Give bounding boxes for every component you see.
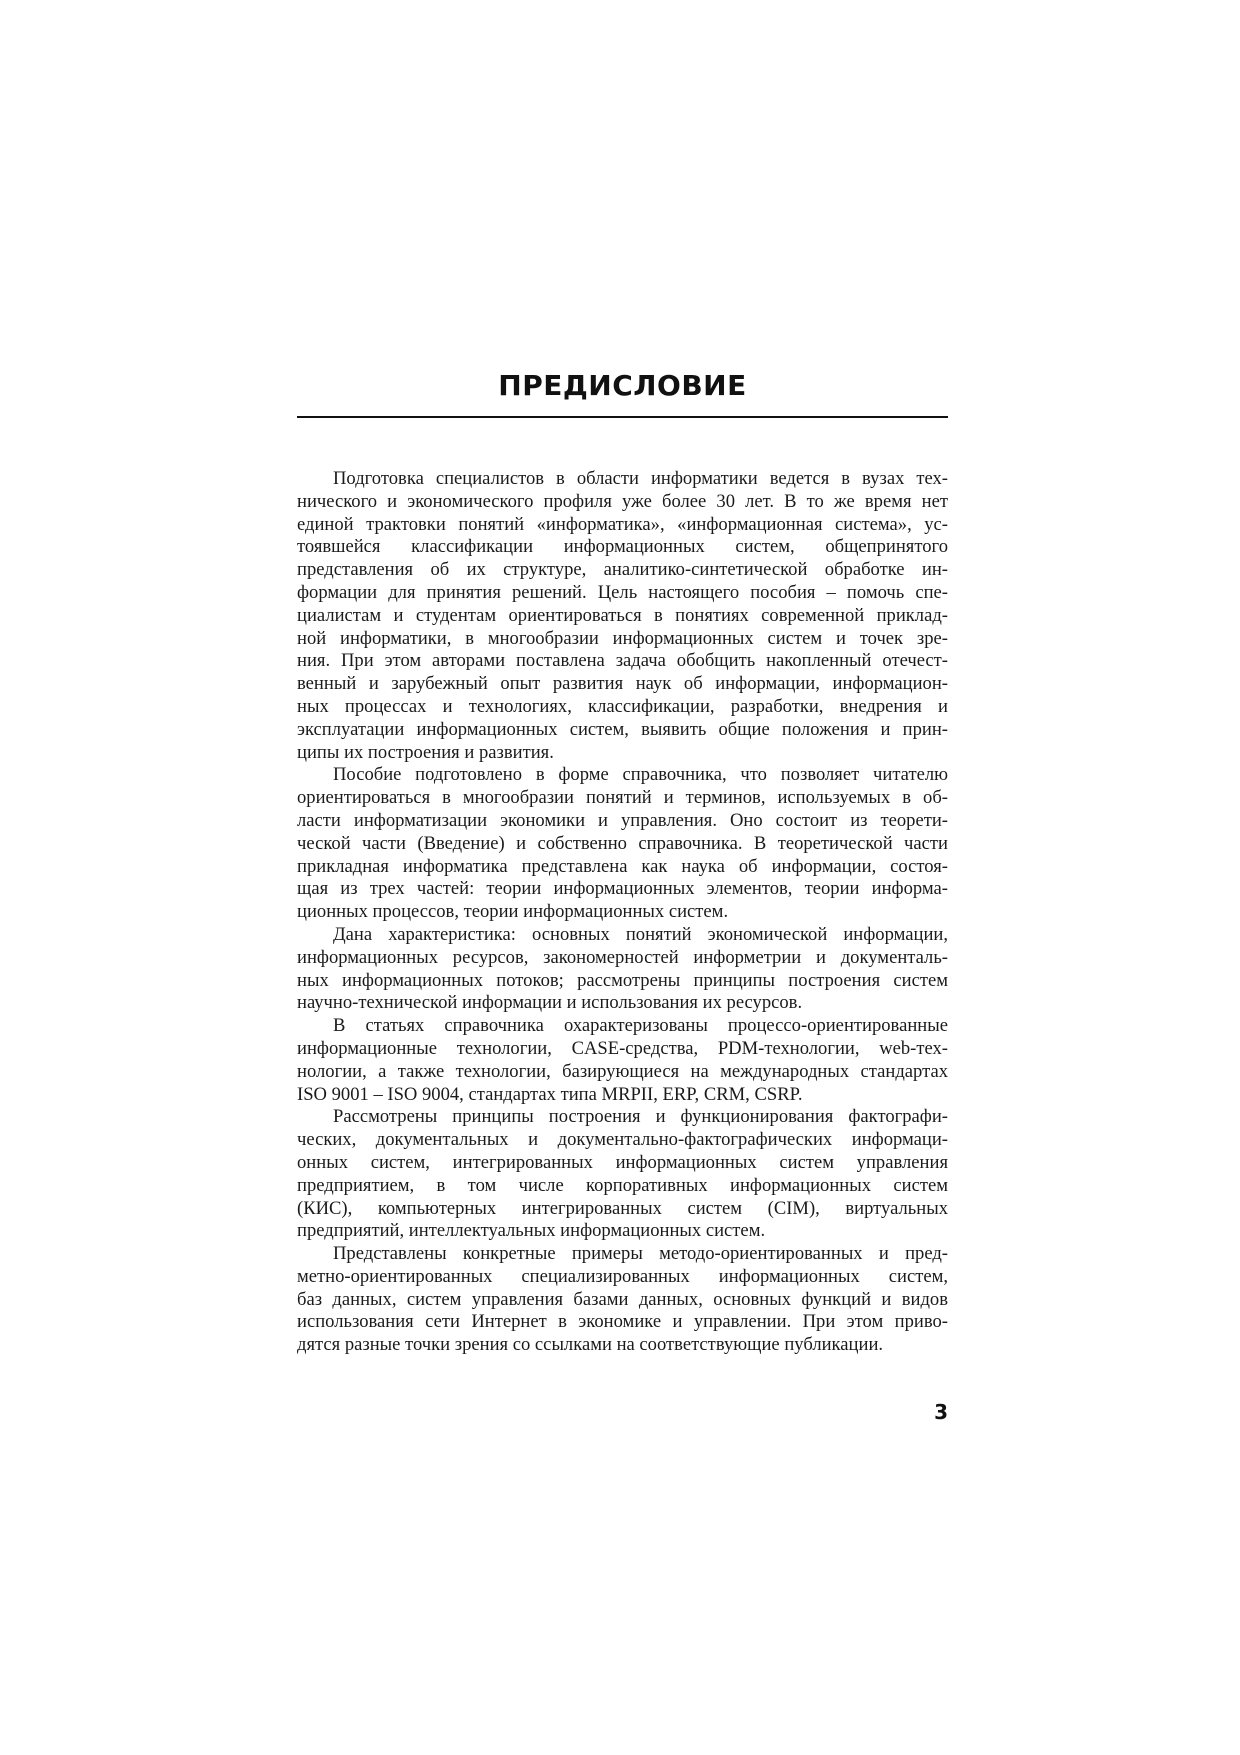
paragraph — [297, 468, 948, 764]
text-line: онных систем, интегрированных информационных систем управления — [297, 1151, 948, 1173]
text-line: Представлены конкретные примеры методо-ориентированных и пред- — [333, 1243, 948, 1265]
text-line: тоявшейся классификации информационных систем, общепринятого — [297, 536, 948, 558]
paragraph — [297, 1243, 948, 1357]
page-number: 3 — [934, 1400, 948, 1424]
text-line: щая из трех частей: теории информационных элементов, теории информа- — [297, 878, 948, 900]
text-line: эксплуатации информационных систем, выявить общие положения и прин- — [297, 718, 948, 740]
text-line: (КИС), компьютерных интегрированных систем (CIM), виртуальных — [297, 1197, 948, 1219]
title-underline — [297, 416, 948, 418]
text-line: Дана характеристика: основных понятий экономической информации, — [333, 923, 948, 945]
text-line: использования сети Интернет в экономике и управлении. При этом приво- — [297, 1311, 948, 1333]
text-line: представления об их структуре, аналитико-синтетической обработке ин- — [297, 559, 948, 581]
preface-body — [297, 468, 948, 1357]
text-line: ципы их построения и развития. — [297, 741, 554, 763]
text-line: циалистам и студентам ориентироваться в понятиях современной приклад- — [297, 604, 948, 626]
text-line: ласти информатизации экономики и управления. Оно состоит из теорети- — [297, 809, 948, 831]
page-title: ПРЕДИСЛОВИЕ — [498, 369, 747, 402]
text-line: венный и зарубежный опыт развития наук об информации, информацион- — [297, 673, 948, 695]
text-line: единой трактовки понятий «информатика», «информационная система», ус- — [297, 513, 948, 535]
text-line: ческой части (Введение) и собственно справочника. В теоретической части — [297, 832, 948, 854]
text-line: нического и экономического профиля уже более 30 лет. В то же время нет — [297, 490, 948, 512]
text-line: Подготовка специалистов в области информатики ведется в вузах тех- — [333, 468, 948, 489]
text-line: ционных процессов, теории информационных систем. — [297, 901, 729, 923]
text-line: информационных ресурсов, закономерностей информетрии и документаль- — [297, 946, 948, 968]
text-line: ISO 9001 – ISO 9004, стандартах типа MRPII, ERP, CRM, CSRP. — [297, 1083, 803, 1105]
text-line: ных процессах и технологиях, классификации, разработки, внедрения и — [297, 695, 948, 717]
text-line: Пособие подготовлено в форме справочника, что позволяет читателю — [333, 764, 948, 786]
text-line: В статьях справочника охарактеризованы процессо-ориентированные — [333, 1015, 948, 1037]
text-line: научно-технической информации и использования их ресурсов. — [297, 992, 803, 1014]
paragraph — [297, 924, 948, 1015]
text-line: информационные технологии, CASE-средства, PDM-технологии, web-тех- — [297, 1037, 948, 1059]
text-line: ориентироваться в многообразии понятий и терминов, используемых в об- — [297, 787, 948, 809]
paragraph — [297, 1106, 948, 1243]
text-line: ния. При этом авторами поставлена задача обобщить накопленный отечест- — [297, 650, 948, 672]
text-line: предприятий, интеллектуальных информационных систем. — [297, 1220, 766, 1242]
text-line: ческих, документальных и документально-фактографических информаци- — [297, 1129, 948, 1151]
text-line: нологии, а также технологии, базирующиеся на международных стандартах — [297, 1060, 948, 1082]
text-line: формации для принятия решений. Цель настоящего пособия – помочь спе- — [297, 581, 948, 603]
text-line: баз данных, систем управления базами данных, основных функций и видов — [297, 1288, 948, 1310]
text-line: прикладная информатика представлена как наука об информации, состоя- — [297, 855, 948, 877]
text-line: дятся разные точки зрения со ссылками на соответствующие публикации. — [297, 1334, 884, 1356]
text-line: ной информатики, в многообразии информационных систем и точек зре- — [297, 627, 948, 649]
text-line: метно-ориентированных специализированных информационных систем, — [297, 1265, 948, 1287]
text-line: ных информационных потоков; рассмотрены принципы построения систем — [297, 969, 948, 991]
text-line: предприятием, в том числе корпоративных информационных систем — [297, 1174, 948, 1196]
paragraph — [297, 764, 948, 924]
paragraph — [297, 1015, 948, 1106]
text-line: Рассмотрены принципы построения и функционирования фактографи- — [333, 1106, 948, 1128]
